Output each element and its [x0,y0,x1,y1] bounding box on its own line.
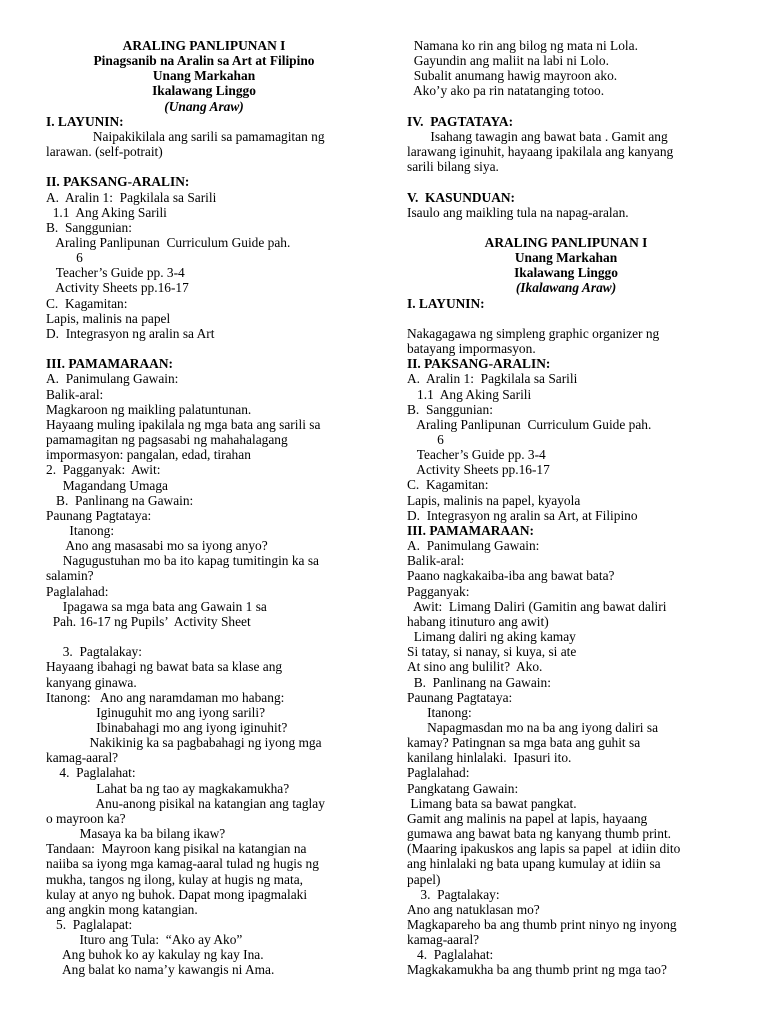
blank-line [407,220,725,235]
text-line: papel) [407,871,441,887]
text-line: Isahang tawagin ang bawat bata . Gamit ang [407,128,668,144]
text-line: Balik-aral: [407,553,465,569]
text-line: Subalit anumang hawig mayroon ako. [407,68,618,84]
text-line: Ang balat ko nama’y kawangis ni Ama. [46,962,275,978]
text-line: Itanong: Ano ang naramdaman mo habang: [46,689,285,705]
heading-line: (Ikalawang Araw) [515,280,617,296]
text-line: D. Integrasyon ng aralin sa Art [46,325,215,341]
text-line: Nakikinig ka sa pagbabahagi ng iyong mga [46,735,322,751]
text-line: C. Kagamitan: [407,477,489,493]
text-line: Magkaroon ng maikling palatuntunan. [46,401,252,417]
text-line: 4. Paglalahat: [46,765,136,781]
text-line: C. Kagamitan: [46,295,128,311]
text-line: larawang iginuhit, hayaang ipakilala ang kanyang [407,144,674,160]
text-line: Iginuguhit mo ang iyong sarili? [46,704,266,720]
section-heading: IV. PAGTATAYA: [407,113,514,129]
text-line: Paglalahad: [407,765,470,781]
heading-line: ARALING PANLIPUNAN I [122,38,286,53]
text-line: o mayroon ka? [46,810,126,826]
text-line: Pah. 16-17 ng Pupils’ Activity Sheet [46,613,251,629]
text-line: Lapis, malinis na papel [46,310,171,326]
text-line: 6 [46,250,83,266]
text-line: Anu-anong pisikal na katangian ang taglay [46,795,325,811]
text-line: 2. Pagganyak: Awit: [46,462,161,478]
section-heading: III. PAMAMARAAN: [46,356,173,372]
text-line: kamay? Patingnan sa mga bata ang guhit sa [407,735,641,751]
text-line: Pagganyak: [407,583,470,599]
text-line: Activity Sheets pp.16-17 [46,280,189,296]
text-line: B. Sanggunian: [407,401,493,417]
section-heading: II. PAKSANG-ARALIN: [407,356,551,372]
text-line: B. Panlinang na Gawain: [46,492,194,508]
text-line: mukha, tangos ng ilong, kulay at hugis ng mata, [46,871,303,887]
text-line: ang hinlalaki ng bata upang kumulay at idiin sa [407,856,661,872]
text-line: Awit: Limang Daliri (Gamitin ang bawat daliri [407,598,667,614]
heading-line: (Unang Araw) [164,98,244,114]
text-line: Balik-aral: [46,386,104,402]
text-line: 3. Pagtalakay: [407,886,500,902]
text-line: 5. Paglalapat: [46,917,133,933]
text-line: Ibinabahagi mo ang iyong iginuhit? [46,719,288,735]
text-line: Ano ang masasabi mo sa iyong anyo? [46,538,268,554]
text-line: Ang buhok ko ay kakulay ng kay Ina. [46,947,264,963]
text-line: kanyang ginawa. [46,674,137,690]
text-line: Masaya ka ba bilang ikaw? [46,826,226,842]
text-line: Ano ang natuklasan mo? [407,901,540,917]
text-line: A. Aralin 1: Pagkilala sa Sarili [46,189,217,205]
text-line: kamag-aaral? [407,932,480,948]
text-line: Limang bata sa bawat pangkat. [407,795,577,811]
heading-line: Unang Markahan [514,250,618,266]
text-line: Araling Panlipunan Curriculum Guide pah. [407,416,652,432]
right-column [407,38,725,978]
text-line: gumawa ang bawat bata ng kanyang thumb print. [407,826,672,842]
text-line: Napagmasdan mo na ba ang iyong daliri sa [407,719,659,735]
text-line: Nagugustuhan mo ba ito kapag tumitingin ka sa [46,553,319,569]
heading-line: Ikalawang Linggo [152,83,256,99]
text-line: Hayaang muling ipakilala ng mga bata ang sarili sa [46,416,321,432]
blank-line [407,174,725,189]
text-line: Gayundin ang maliit na labi ni Lolo. [407,53,609,69]
text-line: pamamagitan ng pagsasabi ng mahahalagang [46,432,288,448]
text-line: Itanong: [46,522,115,538]
text-line: B. Panlinang na Gawain: [407,674,551,690]
heading-line: Ikalawang Linggo [514,265,618,281]
section-heading: V. KASUNDUAN: [407,189,516,205]
text-line: Paano nagkakaiba-iba ang bawat bata? [407,568,615,584]
blank-line [46,341,362,356]
text-line: Ipagawa sa mga bata ang Gawain 1 sa [46,598,267,614]
blank-line [407,99,725,114]
text-line: ang angkin mong katangian. [46,901,198,917]
text-line: 1.1 Ang Aking Sarili [46,204,167,220]
text-line: Nakagagawa ng simpleng graphic organizer ng [407,325,660,341]
text-line: kanilang hinlalaki. Ipasuri ito. [407,750,572,766]
text-line: Namana ko rin ang bilog ng mata ni Lola. [407,38,638,53]
text-line: 6 [407,432,444,447]
text-line: kulay at anyo ng buhok. Dapat mong ipagmalaki [46,886,308,902]
text-line: Hayaang ibahagi ng bawat bata sa klase ang [46,659,283,675]
text-line: B. Sanggunian: [46,219,132,235]
text-line: Si tatay, si nanay, si kuya, si ate [407,644,577,660]
text-line: sarili bilang siya. [407,159,499,175]
text-line: Magkapareho ba ang thumb print ninyo ng inyong [407,917,677,932]
text-line: Gamit ang malinis na papel at lapis, hayaang [407,810,648,826]
left-column [46,38,362,978]
text-line: D. Integrasyon ng aralin sa Art, at Filipino [407,507,638,523]
blank-line [407,311,725,326]
text-line: Teacher’s Guide pp. 3-4 [407,447,546,463]
text-line: habang itinuturo ang awit) [407,613,549,629]
text-line: At sino ang bulilit? Ako. [407,659,543,675]
heading-line: ARALING PANLIPUNAN I [484,234,648,250]
blank-line [46,159,362,174]
text-line: Lahat ba ng tao ay magkakamukha? [46,780,290,796]
text-line: Magkakamukha ba ang thumb print ng mga tao? [407,962,667,978]
text-line: impormasyon: pangalan, edad, tirahan [46,447,251,463]
text-line: Magandang Umaga [46,477,168,493]
text-line: Ituro ang Tula: “Ako ay Ako” [46,932,243,948]
text-line: Naipakikilala ang sarili sa pamamagitan ng [46,128,325,144]
blank-line [46,629,362,644]
text-line: Pangkatang Gawain: [407,780,519,796]
text-line: A. Panimulang Gawain: [46,371,179,387]
text-line: Paunang Pagtataya: [407,689,513,705]
heading-line: Pinagsanib na Aralin sa Art at Filipino [93,53,315,69]
section-heading: I. LAYUNIN: [46,113,124,129]
text-line: (Maaring ipakuskos ang lapis sa papel at idiin dito [407,841,681,857]
section-heading: II. PAKSANG-ARALIN: [46,174,190,190]
text-line: larawan. (self-potrait) [46,144,163,160]
text-line: naiiba sa iyong mga kamag-aaral tulad ng hugis ng [46,856,319,872]
text-line: Tandaan: Mayroon kang pisikal na katangian na [46,841,307,857]
section-heading: I. LAYUNIN: [407,295,485,311]
text-line: salamin? [46,568,94,584]
section-heading: III. PAMAMARAAN: [407,522,534,538]
text-line: Lapis, malinis na papel, kyayola [407,492,581,508]
text-line: Limang daliri ng aking kamay [407,629,576,645]
text-line: 1.1 Ang Aking Sarili [407,386,532,402]
text-line: batayang impormasyon. [407,341,536,357]
text-line: kamag-aaral? [46,750,119,766]
text-line: 3. Pagtalakay: [46,644,142,660]
text-line: Paglalahad: [46,583,109,599]
text-line: Paunang Pagtataya: [46,507,152,523]
text-line: Ako’y ako pa rin natatanging totoo. [407,83,605,99]
text-line: Araling Panlipunan Curriculum Guide pah. [46,235,291,251]
text-line: A. Aralin 1: Pagkilala sa Sarili [407,371,578,387]
text-line: Isaulo ang maikling tula na napag-aralan. [407,204,629,220]
text-line: A. Panimulang Gawain: [407,538,540,554]
heading-line: Unang Markahan [152,68,256,84]
text-line: Activity Sheets pp.16-17 [407,462,550,478]
text-line: Itanong: [407,704,472,720]
text-line: Teacher’s Guide pp. 3-4 [46,265,185,281]
text-line: 4. Paglalahat: [407,947,494,963]
